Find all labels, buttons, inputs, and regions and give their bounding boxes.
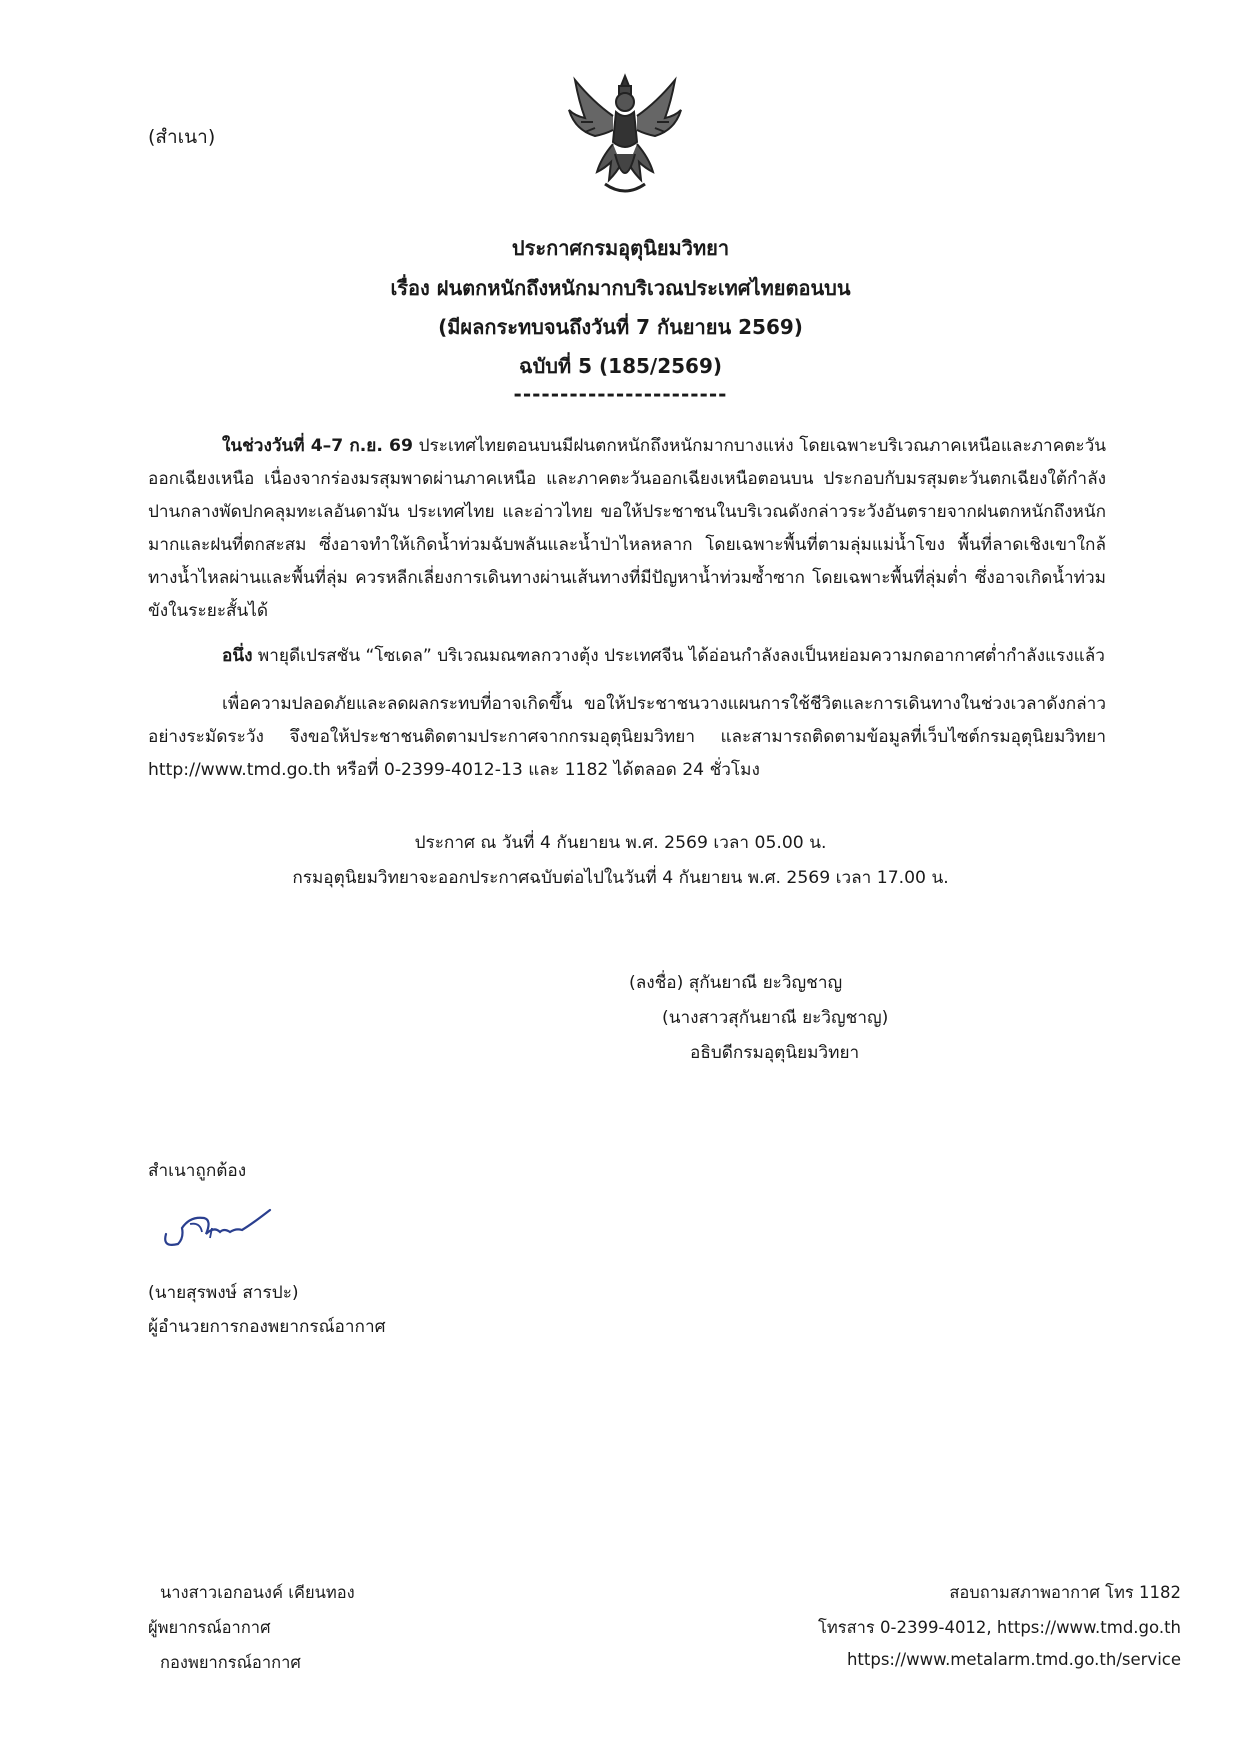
issued-datetime: ประกาศ ณ วันที่ 4 กันยายน พ.ศ. 2569 เวลา 05.00 น.	[414, 833, 827, 853]
next-issue-datetime: กรมอุตุนิยมวิทยาจะออกประกาศฉบับต่อไปในวันที่ 4 กันยายน พ.ศ. 2569 เวลา 17.00 น.	[292, 868, 949, 888]
paragraph-forecast-text: ประเทศไทยตอนบนมีฝนตกหนักถึงหนักมากบางแห่ง โดยเฉพาะบริเวณภาคเหนือและภาคตะวันออกเฉียงเหนือ เนื่องจากร่องมรสุมพาดผ่านภาคเหนือ และภาคตะวันออกเฉียงเหนือตอนบน ประกอบกับมรสุมตะวันตกเฉียงใต้กำลังปานกลางพัดปกคลุมทะเลอันดามัน ประเทศไทย และอ่าวไทย ขอให้ประชาชนในบริเวณดังกล่าวระวังอันตรายจากฝนตกหนักถึงหนักมากและฝนที่ตกสะสม ซึ่งอาจทำให้เกิดน้ำท่วมฉับพลันและน้ำป่าไหลหลาก โดยเฉพาะพื้นที่ตามลุ่มแม่น้ำโขง พื้นที่ลาดเชิงเขาใกล้ทางน้ำไหลผ่านและพื้นที่ลุ่ม ควรหลีกเลี่ยงการเดินทางผ่านเส้นทางที่มีปัญหาน้ำท่วมซ้ำซาก โดยเฉพาะพื้นที่ลุ่มต่ำ ซึ่งอาจเกิดน้ำท่วมขังในระยะสั้นได้	[148, 436, 1106, 621]
announcement-title: ประกาศกรมอุตุนิยมวิทยา	[511, 236, 730, 260]
paragraph-storm-note	[148, 640, 1106, 673]
paragraph-safety-text: เพื่อความปลอดภัยและลดผลกระทบที่อาจเกิดขึ้น ขอให้ประชาชนวางแผนการใช้ชีวิตและการเดินทางในช่วงเวลาดังกล่าวอย่างระมัดระวัง จึงขอให้ประชาชนติดตามประกาศจากกรมอุตุนิยมวิทยา และสามารถติดตามข้อมูลที่เว็บไซต์กรมอุตุนิยมวิทยา http://www.tmd.go.th หรือที่ 0-2399-4012-13 และ 1182 ได้ตลอด 24 ชั่วโมง	[148, 694, 1106, 780]
copy-mark: (สำเนา)	[148, 126, 216, 148]
certified-copy-label: สำเนาถูกต้อง	[148, 1161, 247, 1181]
certifier-name: (นายสุรพงษ์ สารปะ)	[148, 1283, 299, 1303]
footer-forecaster-role: ผู้พยากรณ์อากาศ	[148, 1618, 271, 1637]
footer-forecaster-name: นางสาวเอกอนงค์ เคียนทอง	[160, 1583, 355, 1602]
footer-fax-website: โทรสาร 0-2399-4012, https://www.tmd.go.th	[818, 1618, 1181, 1637]
announcement-issue-number: ฉบับที่ 5 (185/2569)	[518, 354, 723, 378]
signatory-full-name: (นางสาวสุกันยาณี ยะวิญชาญ)	[662, 1008, 889, 1028]
paragraph-storm-text: พายุดีเปรสชัน “โซเดล” บริเวณมณฑลกวางตุ้ง ประเทศจีน ได้อ่อนกำลังลงเป็นหย่อมความกดอากาศต่ำกำลังแรงแล้ว	[252, 646, 1105, 666]
announcement-subject: เรื่อง ฝนตกหนักถึงหนักมากบริเวณประเทศไทยตอนบน	[390, 276, 851, 300]
footer-division: กองพยากรณ์อากาศ	[160, 1653, 301, 1672]
footer-phone: สอบถามสภาพอากาศ โทร 1182	[949, 1583, 1181, 1602]
paragraph-safety-advice	[148, 688, 1106, 787]
signatory-position: อธิบดีกรมอุตุนิยมวิทยา	[690, 1043, 860, 1063]
handwritten-signature-icon	[160, 1198, 280, 1258]
signatory-signed: (ลงชื่อ) สุกันยาณี ยะวิญชาญ	[629, 973, 843, 993]
certifier-position: ผู้อำนวยการกองพยากรณ์อากาศ	[148, 1317, 386, 1337]
title-divider: -----------------------	[513, 382, 728, 406]
paragraph-forecast	[148, 430, 1106, 628]
paragraph-forecast-lead: ในช่วงวันที่ 4–7 ก.ย. 69	[222, 436, 413, 456]
footer-service-url: https://www.metalarm.tmd.go.th/service	[846, 1650, 1181, 1669]
garuda-emblem-icon	[565, 72, 685, 200]
paragraph-storm-lead: อนึ่ง	[222, 646, 253, 666]
announcement-effect-date: (มีผลกระทบจนถึงวันที่ 7 กันยายน 2569)	[438, 315, 803, 339]
